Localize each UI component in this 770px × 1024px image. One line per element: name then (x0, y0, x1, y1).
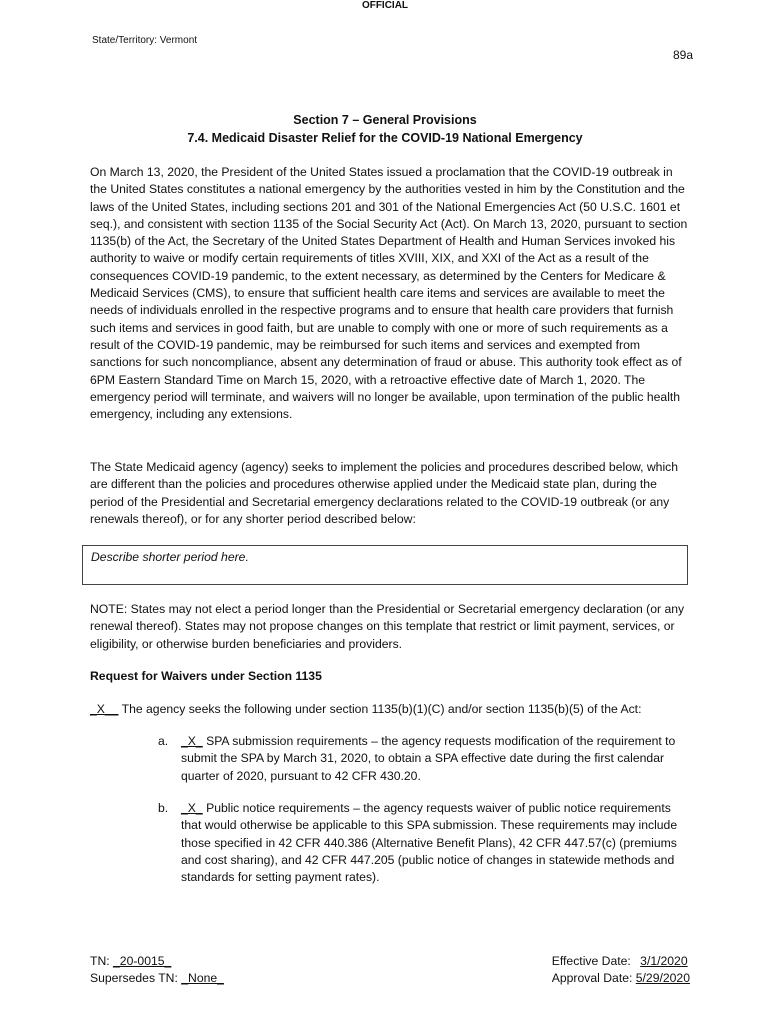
effective-value: 3/1/2020 (640, 954, 688, 968)
item-text: Public notice requirements – the agency requests waiver of public notice requirements that would otherwise be applicable to this SPA submission. These requirements may include those specified in 42 CFR 440.386 (Alternative Benefit Plans), 42 CFR 447.57(c) (premiums and cost sharing), and 42 CFR 447.205 (public notice of changes in statewide methods and standards for setting payment rates). (181, 801, 678, 885)
paragraph-agency: The State Medicaid agency (agency) seeks to implement the policies and procedures described below, which are different than the policies and procedures otherwise applied under the Medicaid state plan, during the period of the Presidential and Secretarial emergency declarations related to the COVID-19 outbreak (or any renewals thereof), or for any shorter period described below: (90, 460, 679, 526)
approval-value: 5/29/2020 (635, 971, 690, 986)
note-paragraph: NOTE: States may not elect a period longer than the Presidential or Secretarial emergency declaration (or any renewal thereof). States may not propose changes on this template that restrict or limit payment, services, or eligibility, or otherwise burden beneficiaries and providers. (90, 602, 685, 651)
approval-label: Approval Date: (551, 971, 636, 986)
page-number: 89a (672, 48, 693, 62)
tn-value: _20-0015_ (113, 954, 172, 968)
paragraph-proclamation: On March 13, 2020, the President of the United States issued a proclamation that the COVID-19 outbreak in the United States constitutes a national emergency by the authorities vested in him by the Constitution and the laws of the United States, including sections 201 and 301 of the National Emergencies Act (50 U.S.C. 1601 et seq.), and consistent with section 1135 of the Social Security Act (Act). On March 13, 2020, pursuant to section 1135(b) of the Act, the Secretary of the United States Department of Health and Human Services invoked his authority to waive or modify certain requirements of titles XVIII, XIX, and XXI of the Act as a result of the consequences COVID-19 pandemic, to the extent necessary, as determined by the Centers for Medicare & Medicaid Services (CMS), to ensure that sufficient health care items and services are available to meet the needs of individuals enrolled in the respective programs and to ensure that health care providers that furnish such items and services in good faith, but are unable to comply with one or more of such requirements as a result of the COVID-19 pandemic, may be reimbursed for such items and services and exempted from sanctions for such noncompliance, absent any determination of fraud or abuse. This authority took effect as of 6PM Eastern Standard Time on March 15, 2020, with a retroactive effective date of March 1, 2020. The emergency period will terminate, and waivers will no longer be available, upon termination of the public health emergency, including any extensions. (90, 165, 688, 422)
item-label: b. (158, 801, 169, 815)
section-title: Section 7 – General Provisions (293, 113, 477, 127)
item-text: SPA submission requirements – the agency requests modification of the requirement to submit the SPA by March 31, 2020, to obtain a SPA effective date during the first calendar quarter of 2020, pursuant to 42 CFR 430.20. (181, 734, 676, 783)
section-titles (0, 111, 770, 147)
shorter-period-placeholder: Describe shorter period here. (91, 550, 249, 564)
item-checkmark[interactable]: _X_ (181, 801, 203, 815)
state-territory: State/Territory: Vermont (92, 35, 198, 46)
shorter-period-field[interactable] (82, 545, 688, 585)
tn-label: TN: (90, 954, 114, 968)
item-label: a. (158, 734, 169, 748)
supersedes-label: Supersedes TN: (90, 971, 182, 986)
seeks-text: The agency seeks the following under section 1135(b)(1)(C) and/or section 1135(b)(5) of the Act: (118, 702, 642, 716)
official-label: OFFICIAL (361, 0, 409, 11)
subsection-title: 7.4. Medicaid Disaster Relief for the COVID-19 National Emergency (187, 131, 583, 145)
seeks-line (90, 701, 690, 718)
footer-left (90, 953, 224, 988)
item-checkmark[interactable]: _X_ (181, 734, 203, 748)
footer-right (552, 953, 690, 988)
seeks-checkmark[interactable]: _X__ (90, 702, 119, 716)
supersedes-value: _None_ (181, 971, 224, 986)
effective-label: Effective Date: (551, 954, 635, 968)
request-heading: Request for Waivers under Section 1135 (90, 669, 322, 683)
